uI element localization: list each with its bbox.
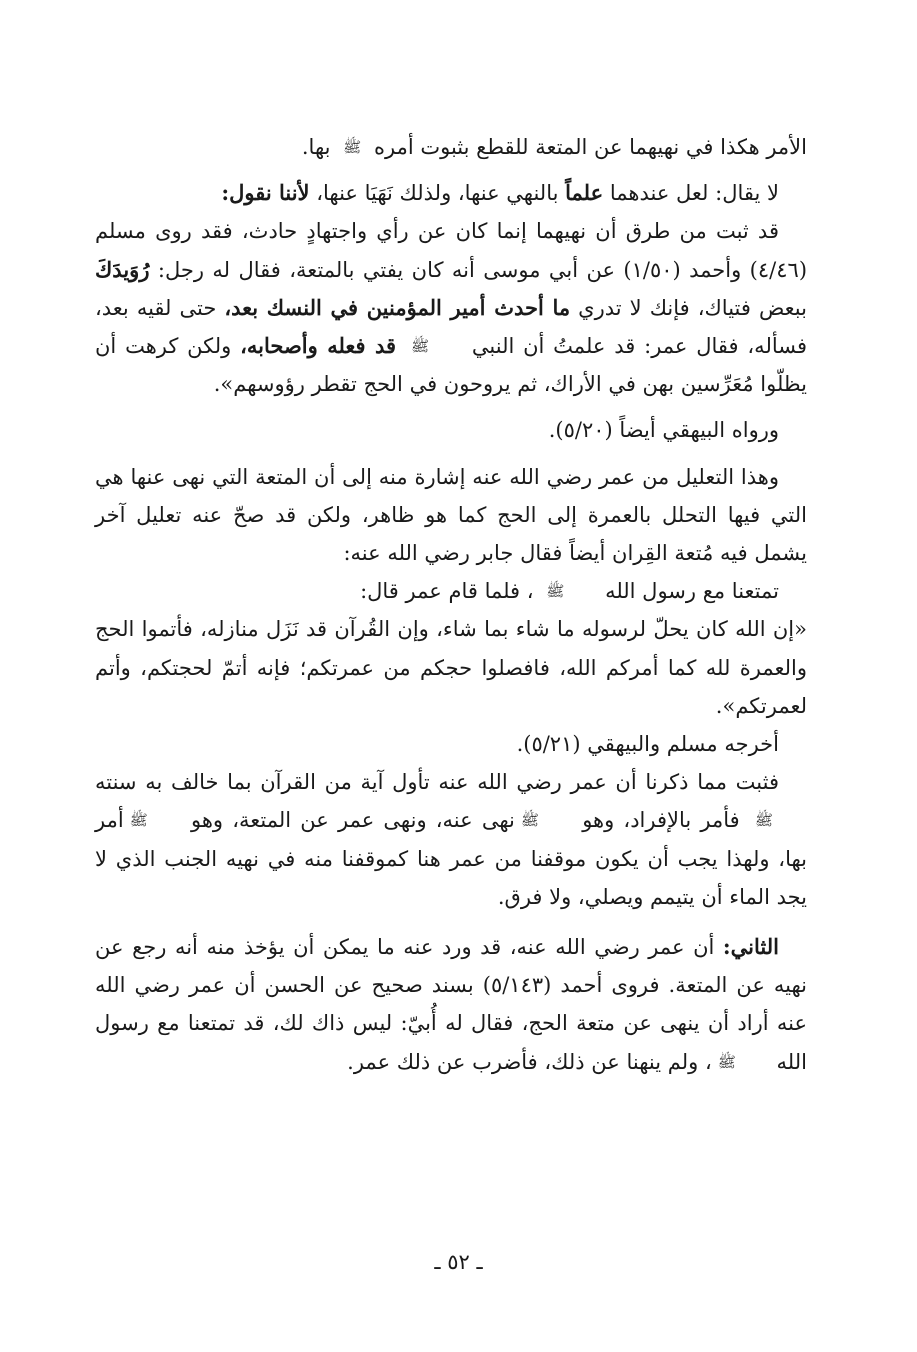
paragraph-5: وهذا التعليل من عمر رضي الله عنه إشارة منه إلى أن المتعة التي نهى عنها هي التي فيها التحلل بالعمرة إلى الحج كما هو ظاهر، ولكن قد صحّ عنه تعليل آخر يشمل فيه مُتعة القِران أيضاً فقال جابر رضي الله عنه: xyxy=(95,464,807,566)
paragraph-8: أخرجه مسلم والبيهقي (٥/٢١). xyxy=(516,732,779,757)
paragraph-2: لا يقال: لعل عندهما علماً بالنهي عنها، ولذلك نَهَيَا عنها، لأننا نقول: xyxy=(221,180,779,206)
salawat-seal-icon: ﷺ xyxy=(129,811,148,830)
paragraph-3: قد ثبت من طرق أن نهيهما إنما كان عن رأي واجتهادٍ حادث، فقد روى مسلم (٤/٤٦) وأحمد (١/٥٠) عن أبي موسى أنه كان يفتي بالمتعة، فقال له رجل: رُوَيدَكَ ببعض فتياك، فإنك لا تدري ما أحدث أمير المؤمنين في النسك بعد، حتى لقيه بعد، فسأله، فقال عمر: قد علمتُ أن النبي ﷺ قد فعله وأصحابه، ولكن كرهت أن يظلّوا مُعَرِّسين بهن في الأراك، ثم يروحون في الحج تقطر رؤوسهم». xyxy=(95,219,808,397)
salawat-seal-icon: ﷺ xyxy=(410,337,430,356)
salawat-seal-icon: ﷺ xyxy=(343,138,362,156)
paragraph-9: فثبت مما ذكرنا أن عمر رضي الله عنه تأول آية من القرآن بما خالف به سنته ﷺ فأمر بالإفراد، وهو ﷺنهى عنه، ونهى عمر عن المتعة، وهو ﷺأمر بها، ولهذا يجب أن يكون موقفنا من عمر هنا كموقفنا منه في نهيه الجنب الذي لا يجد الماء أن يتيمم ويصلي، ولا فرق. xyxy=(95,770,807,909)
paragraph-6: تمتعنا مع رسول الله ﷺ ، فلما قام عمر قال: xyxy=(95,572,807,610)
page-number: ـ ٥٢ ـ xyxy=(434,1250,483,1274)
salawat-seal-icon: ﷺ xyxy=(717,1052,736,1071)
document-body xyxy=(95,128,807,1081)
salawat-seal-icon: ﷺ xyxy=(754,811,773,830)
paragraph-1: الأمر هكذا في نهيهما عن المتعة للقطع بثبوت أمره ﷺ بها. xyxy=(95,128,807,166)
paragraph-7-quote: «إن الله كان يحلّ لرسوله ما شاء بما شاء، وإن القُرآن قد نَزَل منازله، فأتموا الحج والعمرة لله كما أمركم الله، فافصلوا حجكم من عمرتكم؛ فإنه أتمّ لحجتكم، وأتم لعمرتكم». xyxy=(95,617,807,718)
salawat-seal-icon: ﷺ xyxy=(546,582,565,601)
paragraph-10: الثاني: أن عمر رضي الله عنه، قد ورد عنه ما يمكن أن يؤخذ منه أنه رجع عن نهيه عن المتعة. فروى أحمد (٥/١٤٣) بسند صحيح عن الحسن أن عمر رضي الله عنه أراد أن ينهى عن متعة الحج، فقال له أُبيّ: ليس ذاك لك، قد تمتعنا مع رسول الله ﷺ، ولم ينهنا عن ذلك، فأضرب عن ذلك عمر. xyxy=(95,928,807,1081)
paragraph-4: ورواه البيهقي أيضاً (٥/٢٠). xyxy=(548,418,779,443)
salawat-seal-icon: ﷺ xyxy=(520,811,539,830)
